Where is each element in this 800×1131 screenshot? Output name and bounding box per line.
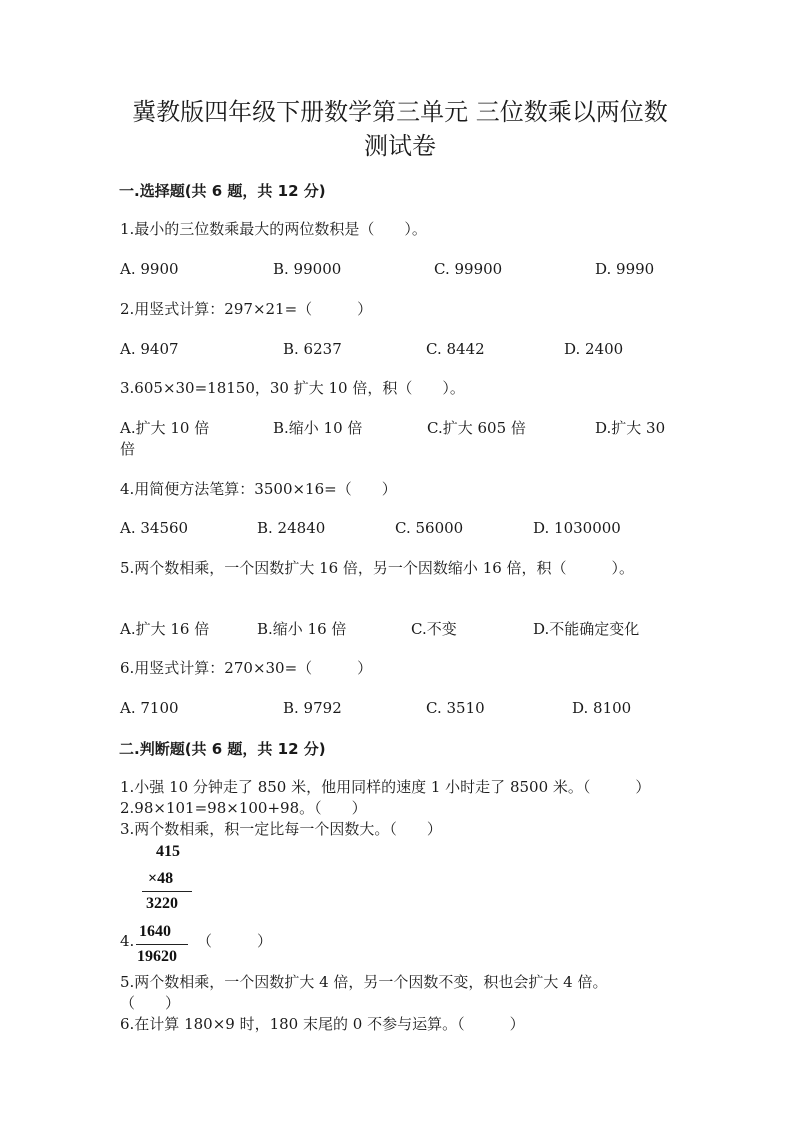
- option-c: C.扩大 605 倍: [427, 419, 526, 437]
- option-a: A. 34560: [120, 519, 189, 537]
- option-d: D. 8100: [572, 699, 632, 717]
- judgement-item: 5.两个数相乘，一个因数扩大 4 倍，另一个因数不变，积也会扩大 4 倍。: [120, 973, 608, 991]
- option-d-wrap: 倍: [120, 440, 136, 458]
- judgement-item: 3.两个数相乘，积一定比每一个因数大。（ ）: [120, 820, 442, 838]
- option-a: A. 7100: [120, 699, 179, 717]
- option-b: B.缩小 16 倍: [257, 620, 347, 638]
- judgement-item-wrap: （ ）: [120, 994, 181, 1012]
- section-heading-judgement: 二.判断题(共 6 题，共 12 分): [119, 740, 326, 758]
- option-a: A. 9407: [120, 340, 179, 358]
- option-c: C. 99900: [434, 260, 503, 278]
- option-a: A.扩大 16 倍: [120, 620, 210, 638]
- option-b: B. 24840: [257, 519, 326, 537]
- vertical-rule: [142, 891, 192, 892]
- question-stem: 1.最小的三位数乘最大的两位数积是（ ）。: [120, 220, 427, 238]
- judgement-item-number: 4.: [120, 932, 135, 950]
- option-d: D. 9990: [595, 260, 655, 278]
- option-b: B. 99000: [273, 260, 342, 278]
- option-b: B. 9792: [283, 699, 342, 717]
- option-a: A.扩大 10 倍: [120, 419, 210, 437]
- question-stem: 3.605×30=18150，30 扩大 10 倍，积（ ）。: [120, 379, 465, 397]
- option-c: C. 3510: [426, 699, 485, 717]
- question-stem: 6.用竖式计算：270×30=（ ）: [120, 659, 373, 677]
- question-stem: 2.用竖式计算：297×21=（ ）: [120, 300, 373, 318]
- page-title: 冀教版四年级下册数学第三单元 三位数乘以两位数: [132, 98, 668, 126]
- option-b: B. 6237: [283, 340, 342, 358]
- section-heading-choice: 一.选择题(共 6 题，共 12 分): [119, 182, 326, 200]
- question-stem: 5.两个数相乘，一个因数扩大 16 倍，另一个因数缩小 16 倍，积（ ）。: [120, 559, 635, 577]
- option-c: C. 56000: [395, 519, 464, 537]
- vertical-multiplier: ×48: [148, 870, 174, 887]
- vertical-partial-product: 3220: [146, 895, 178, 912]
- vertical-partial-product: 1640: [139, 923, 171, 940]
- vertical-rule: [136, 944, 188, 945]
- judgement-item: 6.在计算 180×9 时，180 末尾的 0 不参与运算。（ ）: [120, 1015, 525, 1033]
- option-d: D.不能确定变化: [533, 620, 640, 638]
- option-c: C.不变: [411, 620, 457, 638]
- option-d: D. 2400: [564, 340, 624, 358]
- judgement-item: 2.98×101=98×100+98。（ ）: [120, 799, 367, 817]
- vertical-multiplicand: 415: [156, 843, 180, 860]
- page-title-line2: 测试卷: [364, 132, 436, 160]
- vertical-result: 19620: [137, 948, 177, 965]
- judgement-item: （ ）: [197, 932, 273, 950]
- option-c: C. 8442: [426, 340, 485, 358]
- judgement-item: 1.小强 10 分钟走了 850 米，他用同样的速度 1 小时走了 8500 米。（ ）: [120, 778, 651, 796]
- option-d: D.扩大 30: [595, 419, 666, 437]
- option-a: A. 9900: [120, 260, 179, 278]
- option-d: D. 1030000: [533, 519, 621, 537]
- option-b: B.缩小 10 倍: [273, 419, 363, 437]
- question-stem: 4.用简便方法笔算：3500×16=（ ）: [120, 480, 397, 498]
